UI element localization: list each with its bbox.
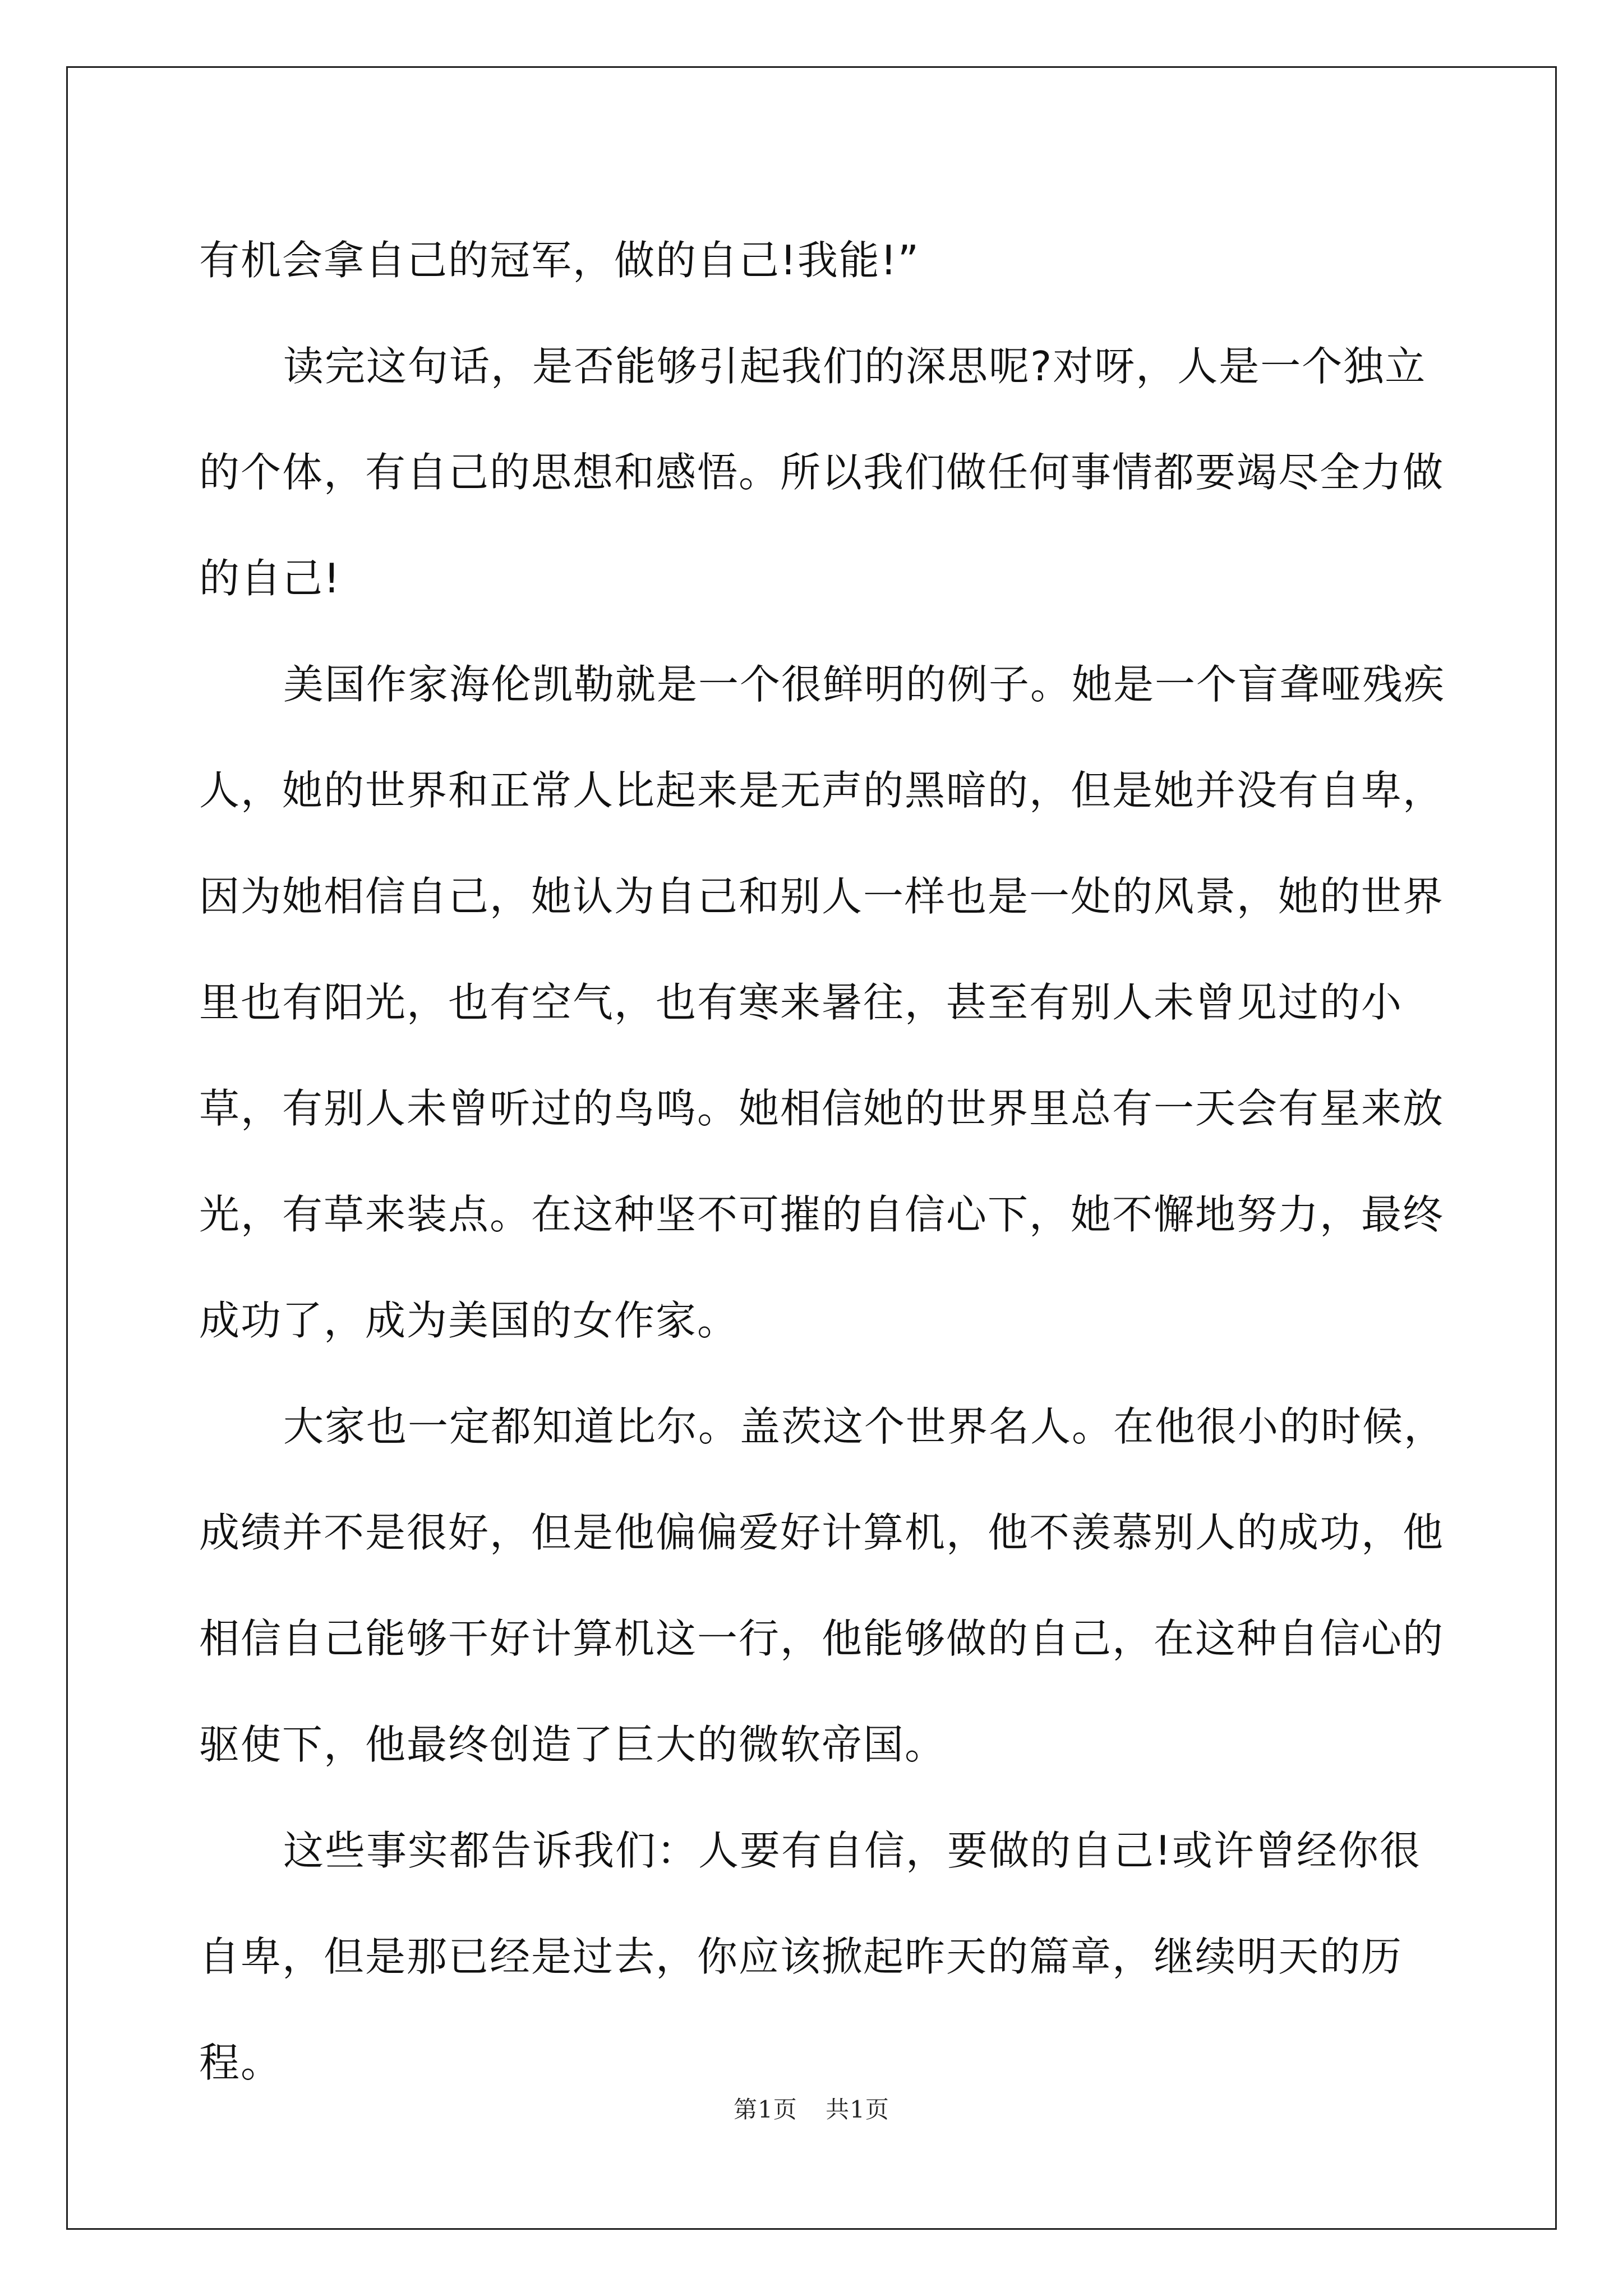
paragraph-3: 美国作家海伦凯勒就是一个很鲜明的例子。她是一个盲聋哑残疾人，她的世界和正常人比起来是无声的黑暗的，但是她并没有自卑，因为她相信自己，她认为自己和别人一样也是一处的风景，她的世界里也有阳光，也有空气，也有寒来暑往，甚至有别人未曾见过的小草，有别人未曾听过的鸟鸣。她相信她的世界里总有一天会有星来放光，有草来装点。在这种坚不可摧的自信心下，她不懈地努力，最终成功了，成为美国的女作家。	[199, 661, 1446, 1344]
paragraph-1: 有机会拿自己的冠军，做的自己!我能!”	[199, 237, 920, 284]
paragraph-5: 这些事实都告诉我们：人要有自信，要做的自己!或许曾经你很自卑，但是那已经是过去，你应该掀起昨天的篇章，继续明天的历程。	[199, 1827, 1421, 2086]
page-number-total: 共1页	[826, 2096, 889, 2123]
page-footer	[0, 2091, 1623, 2125]
document-body	[199, 208, 1461, 2116]
paragraph-4: 大家也一定都知道比尔。盖茨这个世界名人。在他很小的时候，成绩并不是很好，但是他偏偏爱好计算机，他不羡慕别人的成功，他相信自己能够干好计算机这一行，他能够做的自己，在这种自信心的驱使下，他最终创造了巨大的微软帝国。	[199, 1403, 1446, 1768]
paragraph-2: 读完这句话，是否能够引起我们的深思呢?对呀，人是一个独立的个体，有自己的思想和感悟。所以我们做任何事情都要竭尽全力做的自己!	[199, 343, 1445, 602]
page-number-current: 第1页	[734, 2096, 797, 2123]
